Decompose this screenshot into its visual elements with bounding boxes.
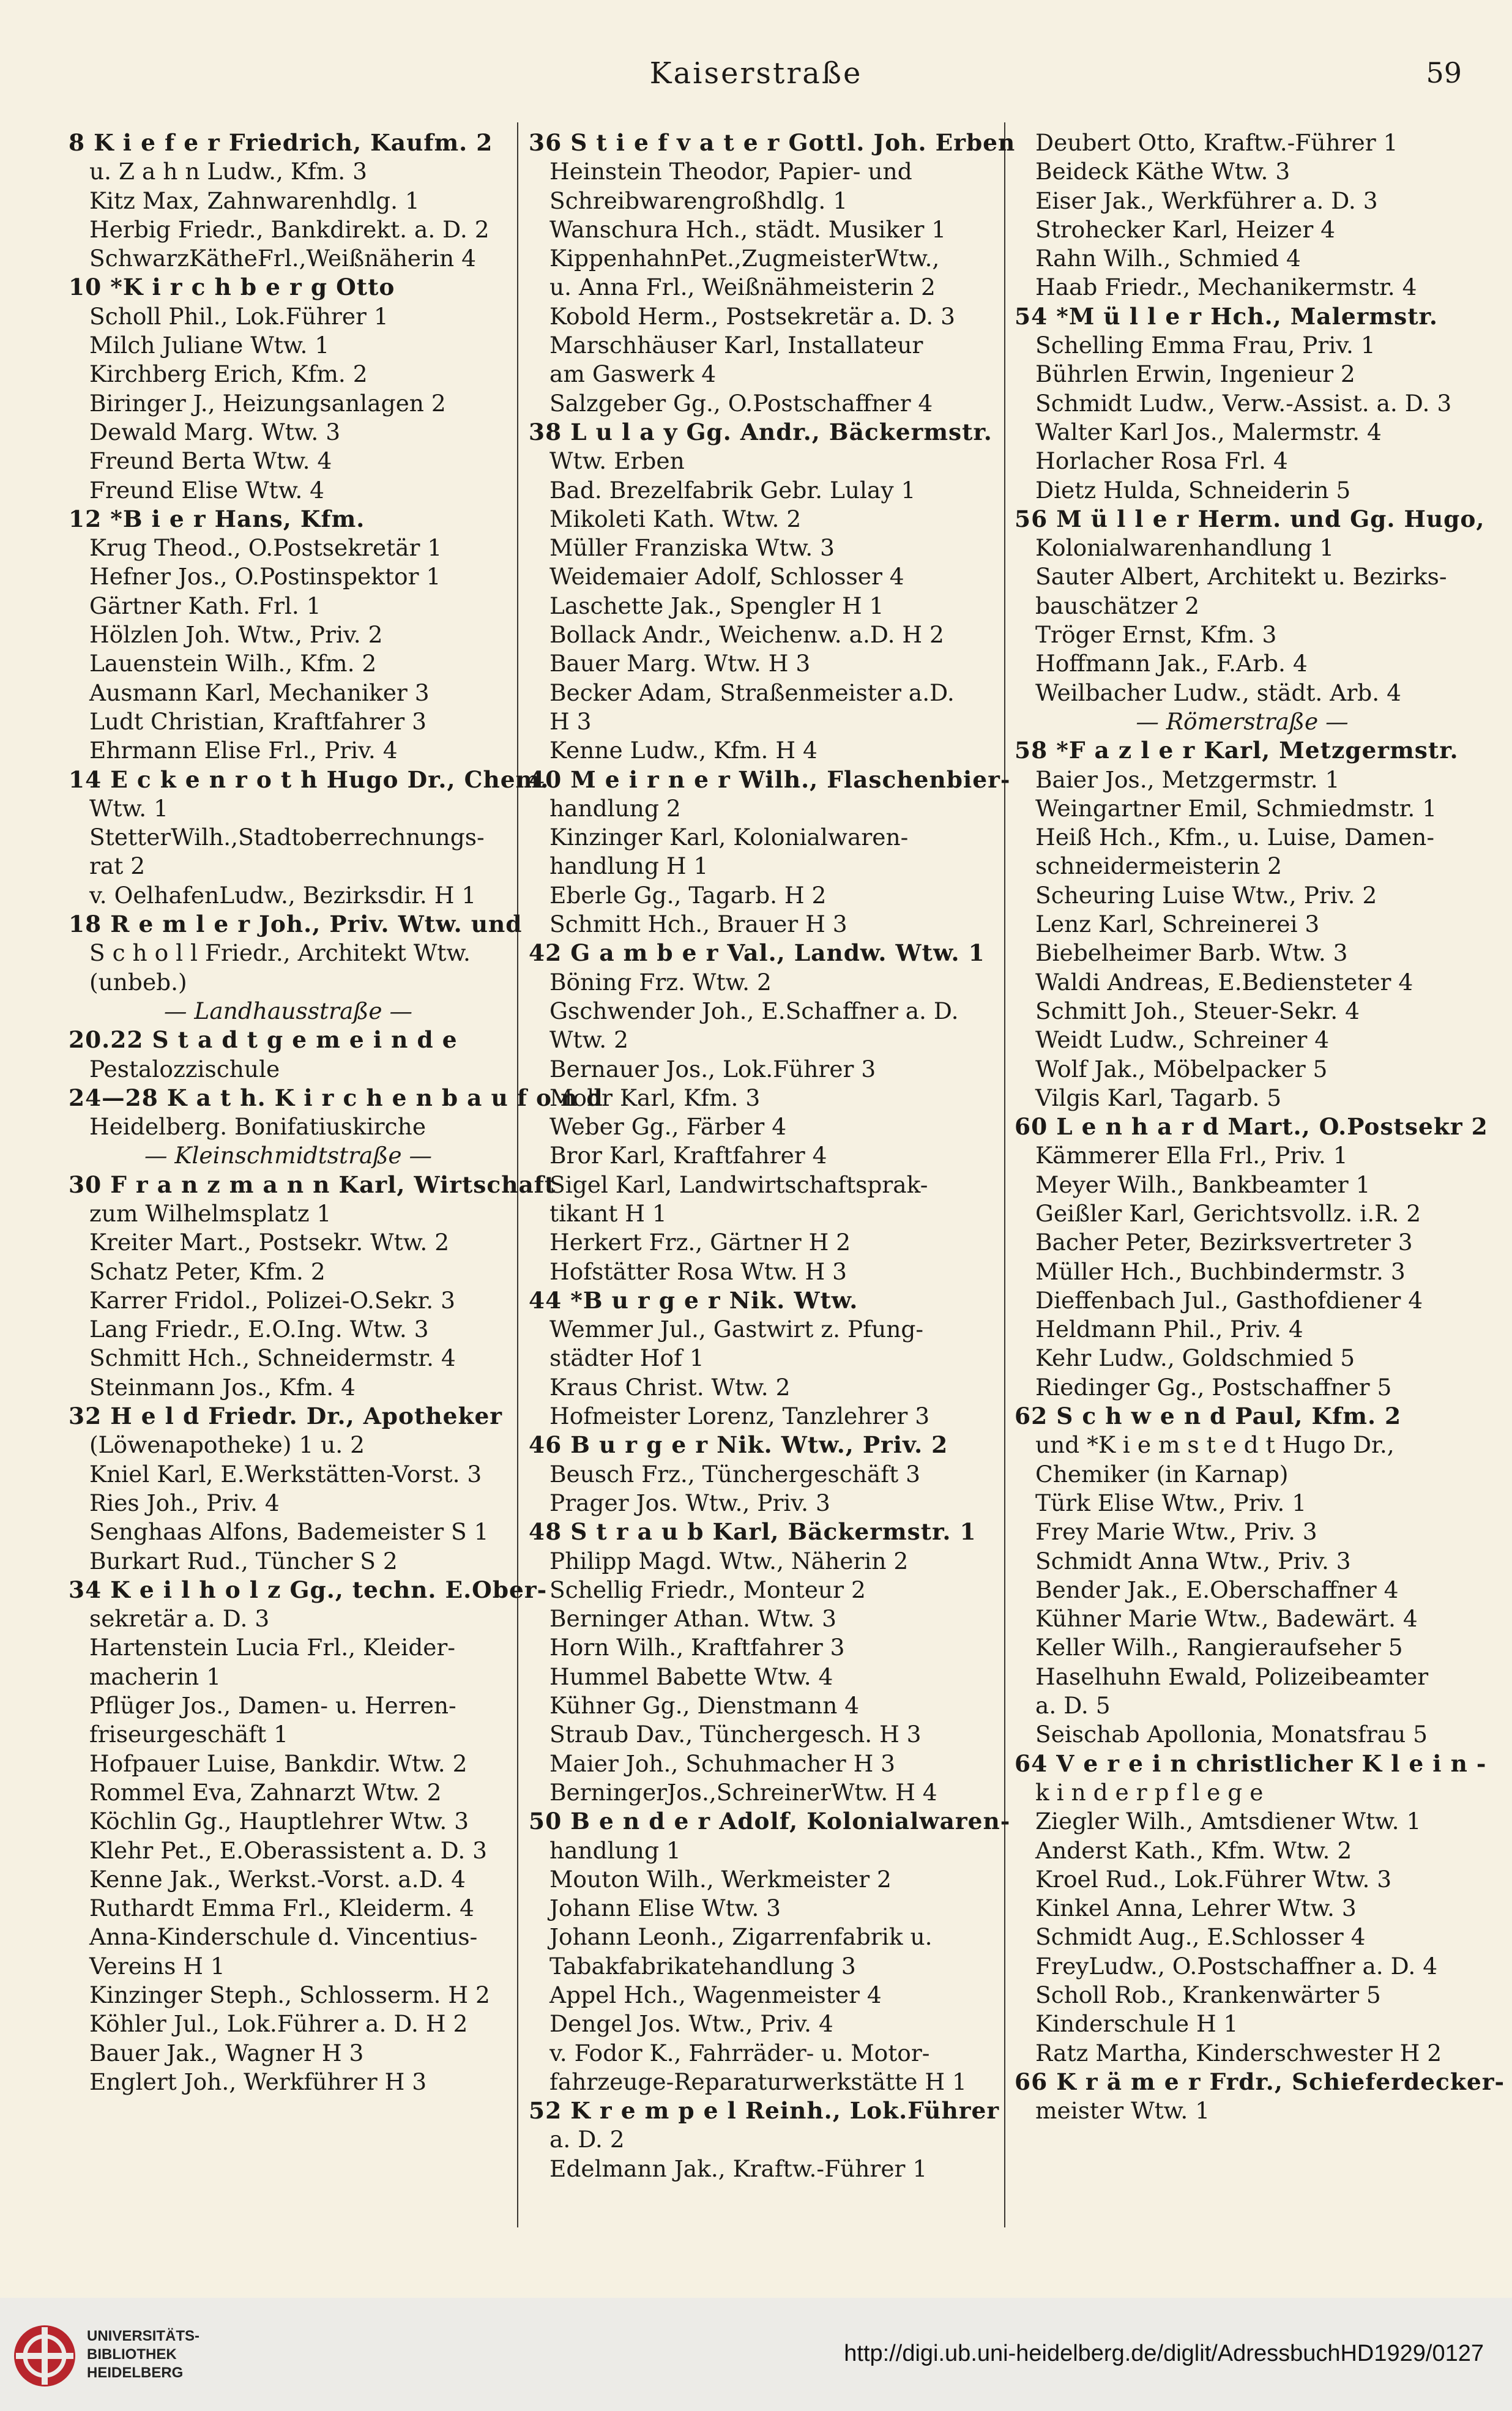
resident-entry: Heiß Hch., Kfm., u. Luise, Damen- xyxy=(1035,824,1435,851)
resident-entry: Mouton Wilh., Werkmeister 2 xyxy=(549,1865,892,1893)
resident-entry: Beusch Frz., Tünchergeschäft 3 xyxy=(549,1460,920,1488)
resident-entry: Wtw. Erben xyxy=(549,447,685,475)
resident-entry: Appel Hch., Wagenmeister 4 xyxy=(549,1981,882,2008)
resident-entry: Ehrmann Elise Frl., Priv. 4 xyxy=(89,737,398,764)
resident-entry: Ziegler Wilh., Amtsdiener Wtw. 1 xyxy=(1035,1808,1421,1835)
resident-entry: Bad. Brezelfabrik Gebr. Lulay 1 xyxy=(549,476,916,504)
resident-entry: Kinzinger Steph., Schlosserm. H 2 xyxy=(89,1981,490,2008)
resident-entry: Kenne Jak., Werkst.-Vorst. a.D. 4 xyxy=(89,1865,466,1893)
resident-entry: (unbeb.) xyxy=(89,968,187,996)
footer-bar xyxy=(0,2298,1512,2411)
resident-entry: Baier Jos., Metzgermstr. 1 xyxy=(1035,766,1340,793)
resident-entry: Hölzlen Joh. Wtw., Priv. 2 xyxy=(89,621,383,649)
resident-entry: Bauer Jak., Wagner H 3 xyxy=(89,2039,364,2066)
resident-entry: zum Wilhelmsplatz 1 xyxy=(89,1199,332,1227)
resident-entry: Lauenstein Wilh., Kfm. 2 xyxy=(89,650,377,677)
resident-entry: Hofpauer Luise, Bankdir. Wtw. 2 xyxy=(89,1750,467,1777)
resident-entry: Seischab Apollonia, Monatsfrau 5 xyxy=(1035,1721,1428,1748)
resident-entry: Kehr Ludw., Goldschmied 5 xyxy=(1035,1344,1355,1372)
house-number-entry: 8 K i e f e r Friedrich, Kaufm. 2 xyxy=(69,129,493,156)
resident-entry: Mikoleti Kath. Wtw. 2 xyxy=(549,505,802,532)
resident-entry: Meyer Wilh., Bankbeamter 1 xyxy=(1035,1171,1371,1198)
resident-entry: am Gaswerk 4 xyxy=(549,360,717,388)
resident-entry: Schmidt Aug., E.Schlosser 4 xyxy=(1035,1923,1366,1951)
resident-entry: Biebelheimer Barb. Wtw. 3 xyxy=(1035,939,1348,967)
resident-entry: Weidemaier Adolf, Schlosser 4 xyxy=(549,563,904,591)
resident-entry: Müller Hch., Buchbindermstr. 3 xyxy=(1035,1258,1406,1285)
resident-entry: Herbig Friedr., Bankdirekt. a. D. 2 xyxy=(89,215,490,243)
house-number-entry: 42 G a m b e r Val., Landw. Wtw. 1 xyxy=(529,939,985,967)
house-number-entry: 60 L e n h a r d Mart., O.Postsekr 2 xyxy=(1015,1113,1488,1141)
resident-entry: Kroel Rud., Lok.Führer Wtw. 3 xyxy=(1035,1865,1392,1893)
resident-entry: Schmidt Anna Wtw., Priv. 3 xyxy=(1035,1547,1351,1574)
resident-entry: Hoffmann Jak., F.Arb. 4 xyxy=(1035,650,1308,677)
resident-entry: Dengel Jos. Wtw., Priv. 4 xyxy=(549,2010,833,2038)
resident-entry: Bührlen Erwin, Ingenieur 2 xyxy=(1035,360,1355,388)
resident-entry: Bauer Marg. Wtw. H 3 xyxy=(549,650,811,677)
resident-entry: v. Fodor K., Fahrräder- u. Motor- xyxy=(549,2039,930,2066)
resident-entry: u. Anna Frl., Weißnähmeisterin 2 xyxy=(549,274,936,301)
resident-entry: Schelling Emma Frau, Priv. 1 xyxy=(1035,332,1376,359)
resident-entry: Schellig Friedr., Monteur 2 xyxy=(549,1576,866,1603)
resident-entry: Weidt Ludw., Schreiner 4 xyxy=(1035,1026,1330,1054)
resident-entry: und *K i e m s t e d t Hugo Dr., xyxy=(1035,1431,1395,1459)
resident-entry: Berninger Athan. Wtw. 3 xyxy=(549,1605,836,1633)
resident-entry: Steinmann Jos., Kfm. 4 xyxy=(89,1373,356,1401)
cross-street-heading: — Kleinschmidtstraße — xyxy=(144,1142,433,1169)
directory-columns xyxy=(69,129,1505,2234)
resident-entry: Lang Friedr., E.O.Ing. Wtw. 3 xyxy=(89,1316,429,1343)
resident-entry: u. Z a h n Ludw., Kfm. 3 xyxy=(89,158,368,185)
resident-entry: Ruthardt Emma Frl., Kleiderm. 4 xyxy=(89,1895,474,1922)
resident-entry: Maier Joh., Schuhmacher H 3 xyxy=(549,1750,896,1777)
resident-entry: Kämmerer Ella Frl., Priv. 1 xyxy=(1035,1142,1348,1169)
resident-entry: Strohecker Karl, Heizer 4 xyxy=(1035,215,1336,243)
resident-entry: Anna-Kinderschule d. Vincentius- xyxy=(89,1923,478,1951)
resident-entry: Chemiker (in Karnap) xyxy=(1035,1460,1289,1488)
resident-entry: Schmidt Ludw., Verw.-Assist. a. D. 3 xyxy=(1035,389,1452,417)
resident-entry: Sauter Albert, Architekt u. Bezirks- xyxy=(1035,563,1447,591)
house-number-entry: 40 M e i r n e r Wilh., Flaschenbier- xyxy=(529,766,1011,793)
resident-entry: Schmitt Joh., Steuer-Sekr. 4 xyxy=(1035,997,1360,1024)
resident-entry: Krug Theod., O.Postsekretär 1 xyxy=(89,534,442,562)
resident-entry: k i n d e r p f l e g e xyxy=(1035,1778,1264,1806)
resident-entry: Hofstätter Rosa Wtw. H 3 xyxy=(549,1258,847,1285)
resident-entry: a. D. 5 xyxy=(1035,1692,1111,1720)
resident-entry: Geißler Karl, Gerichtsvollz. i.R. 2 xyxy=(1035,1199,1421,1227)
resident-entry: Becker Adam, Straßenmeister a.D. xyxy=(549,679,955,706)
page-header xyxy=(0,56,1512,111)
resident-entry: fahrzeuge-Reparaturwerkstätte H 1 xyxy=(549,2068,967,2095)
resident-entry: Gärtner Kath. Frl. 1 xyxy=(89,592,321,619)
house-number-entry: 52 K r e m p e l Reinh., Lok.Führer xyxy=(529,2097,1000,2125)
resident-entry: Schmitt Hch., Schneidermstr. 4 xyxy=(89,1344,456,1372)
resident-entry: Scholl Rob., Krankenwärter 5 xyxy=(1035,1981,1381,2008)
house-number-entry: 66 K r ä m e r Frdr., Schieferdecker- xyxy=(1015,2068,1505,2095)
library-name: UNIVERSITÄTS- BIBLIOTHEK HEIDELBERG xyxy=(87,2328,200,2381)
resident-entry: Dietz Hulda, Schneiderin 5 xyxy=(1035,476,1351,504)
resident-entry: Karrer Fridol., Polizei-O.Sekr. 3 xyxy=(89,1286,456,1314)
house-number-entry: 38 L u l a y Gg. Andr., Bäckermstr. xyxy=(529,418,992,445)
house-number-entry: 34 K e i l h o l z Gg., techn. E.Ober- xyxy=(69,1576,548,1603)
resident-entry: Kenne Ludw., Kfm. H 4 xyxy=(549,737,817,764)
house-number-entry: 64 V e r e i n christlicher K l e i n - xyxy=(1015,1750,1487,1777)
resident-entry: Milch Juliane Wtw. 1 xyxy=(89,332,330,359)
resident-entry: Scheuring Luise Wtw., Priv. 2 xyxy=(1035,881,1377,909)
resident-entry: (Löwenapotheke) 1 u. 2 xyxy=(89,1431,365,1459)
resident-entry: Bernauer Jos., Lok.Führer 3 xyxy=(549,1055,876,1083)
resident-entry: Salzgeber Gg., O.Postschaffner 4 xyxy=(549,389,933,417)
resident-entry: Mohr Karl, Kfm. 3 xyxy=(549,1084,761,1111)
house-number-entry: 48 S t r a u b Karl, Bäckermstr. 1 xyxy=(529,1518,977,1546)
house-number-entry: 10 *K i r c h b e r g Otto xyxy=(69,274,395,301)
house-number-entry: 44 *B u r g e r Nik. Wtw. xyxy=(529,1286,858,1314)
resident-entry: Bollack Andr., Weichenw. a.D. H 2 xyxy=(549,621,944,649)
house-number-entry: 50 B e n d e r Adolf, Kolonialwaren- xyxy=(529,1808,1011,1835)
resident-entry: Marschhäuser Karl, Installateur xyxy=(549,332,923,359)
resident-entry: Schreibwarengroßhdlg. 1 xyxy=(549,187,848,214)
resident-entry: Freund Berta Wtw. 4 xyxy=(89,447,332,475)
resident-entry: Kobold Herm., Postsekretär a. D. 3 xyxy=(549,302,956,330)
resident-entry: Heidelberg. Bonifatiuskirche xyxy=(89,1113,426,1141)
resident-entry: Kraus Christ. Wtw. 2 xyxy=(549,1373,791,1401)
resident-entry: handlung 1 xyxy=(549,1836,681,1864)
resident-entry: Bacher Peter, Bezirksvertreter 3 xyxy=(1035,1229,1413,1256)
resident-entry: Wolf Jak., Möbelpacker 5 xyxy=(1035,1055,1328,1083)
resident-entry: Weingartner Emil, Schmiedmstr. 1 xyxy=(1035,794,1437,822)
resident-entry: Köhler Jul., Lok.Führer a. D. H 2 xyxy=(89,2010,468,2038)
resident-entry: Hummel Babette Wtw. 4 xyxy=(549,1663,833,1690)
resident-entry: a. D. 2 xyxy=(549,2126,625,2153)
resident-entry: Dewald Marg. Wtw. 3 xyxy=(89,418,341,445)
house-number-entry: 30 F r a n z m a n n Karl, Wirtschaft xyxy=(69,1171,556,1198)
resident-entry: BerningerJos.,SchreinerWtw. H 4 xyxy=(549,1778,937,1806)
resident-entry: Vereins H 1 xyxy=(89,1952,225,1980)
resident-entry: Kinzinger Karl, Kolonialwaren- xyxy=(549,824,909,851)
resident-entry: Edelmann Jak., Kraftw.-Führer 1 xyxy=(549,2155,928,2182)
resident-entry: Schmitt Hch., Brauer H 3 xyxy=(549,911,847,938)
resident-entry: Burkart Rud., Tüncher S 2 xyxy=(89,1547,398,1574)
house-number-entry: 54 *M ü l l e r Hch., Malermstr. xyxy=(1015,302,1438,330)
resident-entry: Schatz Peter, Kfm. 2 xyxy=(89,1258,326,1285)
resident-entry: Englert Joh., Werkführer H 3 xyxy=(89,2068,427,2095)
resident-entry: meister Wtw. 1 xyxy=(1035,2097,1210,2125)
resident-entry: Scholl Phil., Lok.Führer 1 xyxy=(89,302,389,330)
resident-entry: rat 2 xyxy=(89,852,146,880)
resident-entry: Weber Gg., Färber 4 xyxy=(549,1113,787,1141)
resident-entry: Keller Wilh., Rangieraufseher 5 xyxy=(1035,1634,1403,1661)
resident-entry: Johann Elise Wtw. 3 xyxy=(549,1895,781,1922)
resident-entry: Rommel Eva, Zahnarzt Wtw. 2 xyxy=(89,1778,442,1806)
resident-entry: Müller Franziska Wtw. 3 xyxy=(549,534,835,562)
house-number-entry: 20.22 S t a d t g e m e i n d e xyxy=(69,1026,458,1054)
resident-entry: handlung H 1 xyxy=(549,852,709,880)
resident-entry: Hefner Jos., O.Postinspektor 1 xyxy=(89,563,441,591)
house-number-entry: 18 R e m l e r Joh., Priv. Wtw. und xyxy=(69,911,523,938)
resident-entry: FreyLudw., O.Postschaffner a. D. 4 xyxy=(1035,1952,1438,1980)
resident-entry: Rahn Wilh., Schmied 4 xyxy=(1035,245,1301,272)
resident-entry: Weilbacher Ludw., städt. Arb. 4 xyxy=(1035,679,1401,706)
resident-entry: Bender Jak., E.Oberschaffner 4 xyxy=(1035,1576,1399,1603)
resident-entry: Biringer J., Heizungsanlagen 2 xyxy=(89,389,446,417)
source-url-link[interactable]: http://digi.ub.uni-heidelberg.de/diglit/AdressbuchHD1929/0127 xyxy=(844,2341,1484,2366)
resident-entry: Klehr Pet., E.Oberassistent a. D. 3 xyxy=(89,1836,488,1864)
resident-entry: Kinderschule H 1 xyxy=(1035,2010,1238,2038)
resident-entry: Horn Wilh., Kraftfahrer 3 xyxy=(549,1634,845,1661)
resident-entry: Böning Frz. Wtw. 2 xyxy=(549,968,772,996)
resident-entry: Frey Marie Wtw., Priv. 3 xyxy=(1035,1518,1317,1546)
resident-entry: tikant H 1 xyxy=(549,1199,667,1227)
resident-entry: Beideck Käthe Wtw. 3 xyxy=(1035,158,1290,185)
resident-entry: Vilgis Karl, Tagarb. 5 xyxy=(1035,1084,1282,1111)
resident-entry: Kühner Marie Wtw., Badewärt. 4 xyxy=(1035,1605,1418,1633)
resident-entry: Deubert Otto, Kraftw.-Führer 1 xyxy=(1035,129,1398,156)
resident-entry: Eiser Jak., Werkführer a. D. 3 xyxy=(1035,187,1378,214)
house-number-entry: 46 B u r g e r Nik. Wtw., Priv. 2 xyxy=(529,1431,948,1459)
resident-entry: Lenz Karl, Schreinerei 3 xyxy=(1035,911,1320,938)
resident-entry: Kitz Max, Zahnwarenhdlg. 1 xyxy=(89,187,420,214)
resident-entry: Prager Jos. Wtw., Priv. 3 xyxy=(549,1489,830,1516)
resident-entry: Laschette Jak., Spengler H 1 xyxy=(549,592,884,619)
resident-entry: Haab Friedr., Mechanikermstr. 4 xyxy=(1035,274,1417,301)
resident-entry: schneidermeisterin 2 xyxy=(1035,852,1282,880)
resident-entry: Riedinger Gg., Postschaffner 5 xyxy=(1035,1373,1392,1401)
resident-entry: Heinstein Theodor, Papier- und xyxy=(549,158,912,185)
resident-entry: Horlacher Rosa Frl. 4 xyxy=(1035,447,1288,475)
resident-entry: Straub Dav., Tünchergesch. H 3 xyxy=(549,1721,922,1748)
house-number-entry: 36 S t i e f v a t e r Gottl. Joh. Erben xyxy=(529,129,1016,156)
resident-entry: Kühner Gg., Dienstmann 4 xyxy=(549,1692,860,1720)
resident-entry: friseurgeschäft 1 xyxy=(89,1721,288,1748)
resident-entry: Philipp Magd. Wtw., Näherin 2 xyxy=(549,1547,909,1574)
resident-entry: Köchlin Gg., Hauptlehrer Wtw. 3 xyxy=(89,1808,469,1835)
house-number-entry: 14 E c k e n r o t h Hugo Dr., Chem. xyxy=(69,766,549,793)
resident-entry: Freund Elise Wtw. 4 xyxy=(89,476,325,504)
resident-entry: v. OelhafenLudw., Bezirksdir. H 1 xyxy=(89,881,477,909)
cross-street-heading: — Römerstraße — xyxy=(1136,707,1349,735)
resident-entry: Heldmann Phil., Priv. 4 xyxy=(1035,1316,1303,1343)
resident-entry: Ratz Martha, Kinderschwester H 2 xyxy=(1035,2039,1442,2066)
resident-entry: Wtw. 2 xyxy=(549,1026,628,1054)
resident-entry: Sigel Karl, Landwirtschaftsprak- xyxy=(549,1171,928,1198)
resident-entry: städter Hof 1 xyxy=(549,1344,704,1372)
resident-entry: Tabakfabrikatehandlung 3 xyxy=(549,1952,856,1980)
resident-entry: Ludt Christian, Kraftfahrer 3 xyxy=(89,707,426,735)
page-number: 59 xyxy=(1426,56,1462,89)
column-middle xyxy=(529,129,1016,2234)
resident-entry: Ries Joh., Priv. 4 xyxy=(89,1489,280,1516)
resident-entry: Pestalozzischule xyxy=(89,1055,280,1083)
resident-entry: Hartenstein Lucia Frl., Kleider- xyxy=(89,1634,455,1661)
resident-entry: Haselhuhn Ewald, Polizeibeamter xyxy=(1035,1663,1429,1690)
resident-entry: S c h o l l Friedr., Architekt Wtw. xyxy=(89,939,471,967)
house-number-entry: 24—28 K a t h. K i r c h e n b a u f o n d xyxy=(69,1084,603,1111)
resident-entry: H 3 xyxy=(549,707,592,735)
resident-entry: StetterWilh.,Stadtoberrechnungs- xyxy=(89,824,485,851)
resident-entry: KippenhahnPet.,ZugmeisterWtw., xyxy=(549,245,940,272)
house-number-entry: 56 M ü l l e r Herm. und Gg. Hugo, xyxy=(1015,505,1485,532)
university-library-logo-icon xyxy=(11,2322,78,2390)
resident-entry: Kniel Karl, E.Werkstätten-Vorst. 3 xyxy=(89,1460,482,1488)
resident-entry: Bror Karl, Kraftfahrer 4 xyxy=(549,1142,827,1169)
resident-entry: Eberle Gg., Tagarb. H 2 xyxy=(549,881,827,909)
resident-entry: Kreiter Mart., Postsekr. Wtw. 2 xyxy=(89,1229,450,1256)
resident-entry: Pflüger Jos., Damen- u. Herren- xyxy=(89,1692,456,1720)
resident-entry: handlung 2 xyxy=(549,794,681,822)
resident-entry: SchwarzKätheFrl.,Weißnäherin 4 xyxy=(89,245,476,272)
resident-entry: Wanschura Hch., städt. Musiker 1 xyxy=(549,215,947,243)
cross-street-heading: — Landhausstraße — xyxy=(164,997,412,1024)
resident-entry: Senghaas Alfons, Bademeister S 1 xyxy=(89,1518,489,1546)
resident-entry: Kirchberg Erich, Kfm. 2 xyxy=(89,360,368,388)
resident-entry: Gschwender Joh., E.Schaffner a. D. xyxy=(549,997,959,1024)
resident-entry: Herkert Frz., Gärtner H 2 xyxy=(549,1229,851,1256)
resident-entry: Türk Elise Wtw., Priv. 1 xyxy=(1035,1489,1307,1516)
resident-entry: Tröger Ernst, Kfm. 3 xyxy=(1035,621,1277,649)
column-left xyxy=(69,129,603,2234)
resident-entry: Waldi Andreas, E.Bediensteter 4 xyxy=(1035,968,1413,996)
resident-entry: Anderst Kath., Kfm. Wtw. 2 xyxy=(1035,1836,1352,1864)
resident-entry: Kolonialwarenhandlung 1 xyxy=(1035,534,1335,562)
resident-entry: Johann Leonh., Zigarrenfabrik u. xyxy=(549,1923,933,1951)
resident-entry: Hofmeister Lorenz, Tanzlehrer 3 xyxy=(549,1403,930,1430)
resident-entry: sekretär a. D. 3 xyxy=(89,1605,270,1633)
house-number-entry: 32 H e l d Friedr. Dr., Apotheker xyxy=(69,1403,503,1430)
house-number-entry: 58 *F a z l e r Karl, Metzgermstr. xyxy=(1015,737,1459,764)
resident-entry: Ausmann Karl, Mechaniker 3 xyxy=(89,679,430,706)
resident-entry: Wemmer Jul., Gastwirt z. Pfung- xyxy=(549,1316,924,1343)
house-number-entry: 12 *B i e r Hans, Kfm. xyxy=(69,505,365,532)
resident-entry: Dieffenbach Jul., Gasthofdiener 4 xyxy=(1035,1286,1423,1314)
resident-entry: bauschätzer 2 xyxy=(1035,592,1199,619)
resident-entry: Wtw. 1 xyxy=(89,794,168,822)
resident-entry: Kinkel Anna, Lehrer Wtw. 3 xyxy=(1035,1895,1357,1922)
resident-entry: Walter Karl Jos., Malermstr. 4 xyxy=(1035,418,1382,445)
running-title: Kaiserstraße xyxy=(649,56,863,91)
resident-entry: macherin 1 xyxy=(89,1663,222,1690)
house-number-entry: 62 S c h w e n d Paul, Kfm. 2 xyxy=(1015,1403,1402,1430)
column-right xyxy=(1015,129,1505,2234)
